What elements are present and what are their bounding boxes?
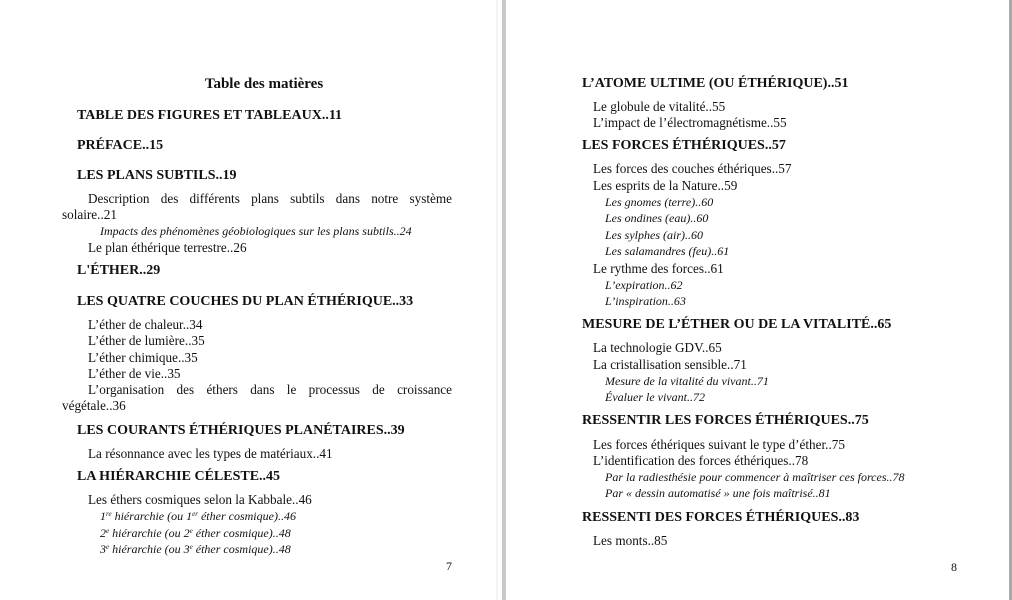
toc-entry-level2[interactable]: Le plan éthérique terrestre..26 xyxy=(88,240,247,255)
entry-part: hiérarchie (ou 1 xyxy=(111,509,193,523)
toc-entry-level1[interactable]: RESSENTIR LES FORCES ÉTHÉRIQUES..75 xyxy=(582,413,869,428)
toc-entry-text: L’organisation des éthers dans le processus de croissance végétale..36 xyxy=(62,382,452,413)
toc-entry-level2[interactable]: L’impact de l’électromagnétisme..55 xyxy=(593,115,787,130)
toc-entry-level2[interactable]: L’éther de vie..35 xyxy=(88,366,181,381)
toc-entry-level1[interactable]: MESURE DE L’ÉTHER OU DE LA VITALITÉ..65 xyxy=(582,317,892,332)
toc-entry-level2[interactable]: La technologie GDV..65 xyxy=(593,340,722,355)
toc-entry-level3[interactable]: Mesure de la vitalité du vivant..71 xyxy=(605,374,769,388)
superscript: e xyxy=(106,527,110,535)
left-page xyxy=(0,0,502,600)
toc-entry-level2[interactable]: La résonnance avec les types de matériaux..41 xyxy=(88,446,333,461)
toc-entry-level1[interactable]: L'ÉTHER..29 xyxy=(77,263,161,278)
toc-entry-level3[interactable]: Les gnomes (terre)..60 xyxy=(605,195,714,209)
toc-entry-level2[interactable]: Le globule de vitalité..55 xyxy=(593,99,726,114)
superscript: er xyxy=(192,510,198,518)
toc-entry-level1[interactable]: LES COURANTS ÉTHÉRIQUES PLANÉTAIRES..39 xyxy=(77,423,405,438)
toc-entry-level3[interactable] xyxy=(100,542,291,557)
page-number: 8 xyxy=(951,560,957,574)
toc-entry-level3[interactable]: Impacts des phénomènes géobiologiques sur les plans subtils..24 xyxy=(100,224,412,238)
entry-part: éther cosmique)..48 xyxy=(192,526,291,540)
toc-entry-level1[interactable]: LES PLANS SUBTILS..19 xyxy=(77,168,237,183)
toc-entry-level2[interactable]: L’éther chimique..35 xyxy=(88,350,198,365)
toc-entry-level2[interactable]: Les esprits de la Nature..59 xyxy=(593,178,738,193)
toc-entry-level3[interactable] xyxy=(100,526,291,541)
toc-entry-level3[interactable]: Évaluer le vivant..72 xyxy=(605,390,705,404)
entry-part: 1 xyxy=(100,509,106,523)
superscript: e xyxy=(106,543,110,551)
toc-entry-level3[interactable]: Les sylphes (air)..60 xyxy=(605,228,703,242)
toc-entry-level2[interactable]: L’identification des forces éthériques..78 xyxy=(593,453,809,468)
toc-entry-level3[interactable]: Les ondines (eau)..60 xyxy=(605,211,709,225)
superscript: e xyxy=(189,543,193,551)
toc-entry-level2[interactable]: Les éthers cosmiques selon la Kabbale..46 xyxy=(88,492,312,507)
toc-entry-level1[interactable]: L’ATOME ULTIME (OU ÉTHÉRIQUE)..51 xyxy=(582,76,849,91)
toc-entry-level1[interactable]: RESSENTI DES FORCES ÉTHÉRIQUES..83 xyxy=(582,510,860,525)
superscript: e xyxy=(189,527,193,535)
right-page xyxy=(506,0,1009,600)
toc-entry-level2[interactable]: L’éther de chaleur..34 xyxy=(88,317,203,332)
page-number: 7 xyxy=(446,559,452,573)
toc-entry-level2[interactable]: La cristallisation sensible..71 xyxy=(593,357,747,372)
toc-entry-level3[interactable]: Les salamandres (feu)..61 xyxy=(605,244,730,258)
toc-entry-level3[interactable] xyxy=(100,509,296,524)
entry-part: hiérarchie (ou 2 xyxy=(109,526,190,540)
toc-entry-level3[interactable]: Par la radiesthésie pour commencer à maîtriser ces forces..78 xyxy=(605,470,905,484)
entry-part: hiérarchie (ou 3 xyxy=(109,542,190,556)
toc-entry-level2[interactable]: Le rythme des forces..61 xyxy=(593,261,724,276)
toc-entry-level3[interactable]: Par « dessin automatisé » une fois maîtrisé..81 xyxy=(605,486,831,500)
toc-entry-level1[interactable]: LES FORCES ÉTHÉRIQUES..57 xyxy=(582,138,786,153)
toc-entry-level1[interactable]: TABLE DES FIGURES ET TABLEAUX..11 xyxy=(77,108,343,123)
entry-part: éther cosmique)..48 xyxy=(192,542,291,556)
toc-entry-level3[interactable]: L’expiration..62 xyxy=(605,278,683,292)
toc-entry-text: Description des différents plans subtils dans notre système solaire..21 xyxy=(62,191,452,222)
entry-part: 3 xyxy=(100,542,106,556)
toc-title: Table des matières xyxy=(204,76,324,92)
entry-part: éther cosmique)..46 xyxy=(197,509,296,523)
toc-entry-level2[interactable]: Les forces des couches éthériques..57 xyxy=(593,161,792,176)
toc-entry-level2[interactable]: Les forces éthériques suivant le type d’éther..75 xyxy=(593,437,845,452)
toc-entry-level1[interactable]: LA HIÉRARCHIE CÉLESTE..45 xyxy=(77,469,281,484)
toc-entry-level1[interactable]: PRÉFACE..15 xyxy=(77,138,164,153)
entry-part: 2 xyxy=(100,526,106,540)
toc-entry-level1[interactable]: LES QUATRE COUCHES DU PLAN ÉTHÉRIQUE..33 xyxy=(77,294,414,309)
toc-entry-level2[interactable] xyxy=(62,191,452,223)
superscript: re xyxy=(106,510,112,518)
toc-entry-level3[interactable]: L’inspiration..63 xyxy=(605,294,686,308)
toc-entry-level2[interactable] xyxy=(62,382,452,414)
toc-entry-level2[interactable]: L’éther de lumière..35 xyxy=(88,333,205,348)
toc-entry-level2[interactable]: Les monts..85 xyxy=(593,533,668,548)
